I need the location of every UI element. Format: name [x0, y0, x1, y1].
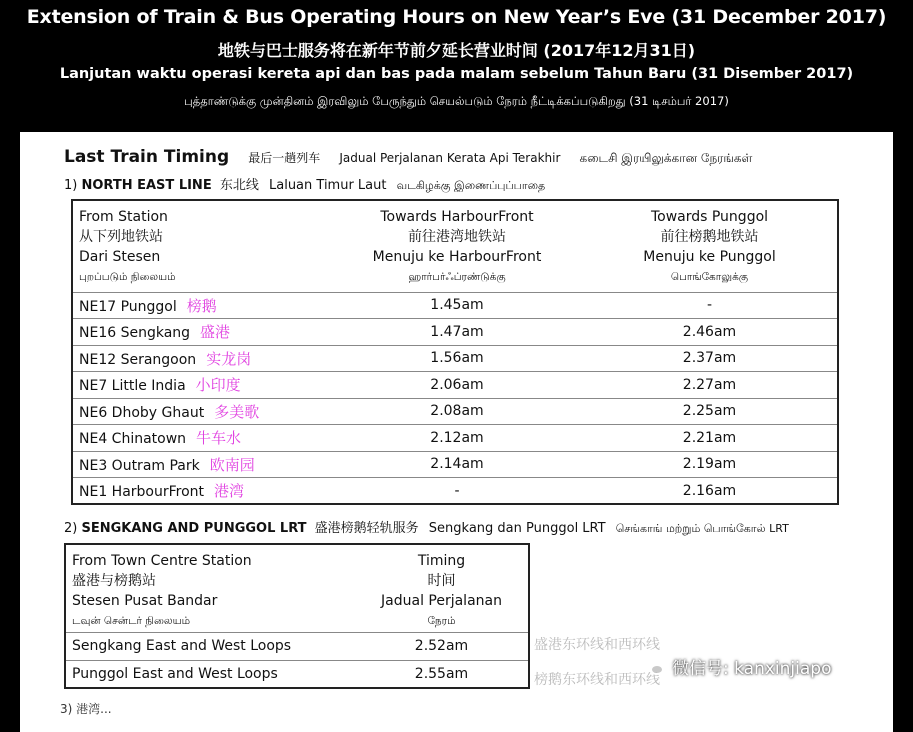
table-row — [65, 632, 529, 660]
watermark — [640, 654, 831, 679]
section-title-en: Last Train Timing — [64, 147, 230, 167]
next-section-partial: 3) 港湾... — [60, 702, 112, 716]
header-text: 盛港与榜鹅站 — [72, 573, 156, 589]
harbour-time: 2.12am — [332, 425, 582, 452]
station-name-zh: 港湾 — [214, 482, 245, 500]
punggol-time: 2.27am — [582, 372, 838, 399]
station-name-zh: 多美歌 — [214, 402, 260, 421]
header-text: டவுன் சென்டர் நிலையம் — [72, 615, 191, 627]
wechat-icon — [640, 656, 666, 678]
header-from-station — [72, 200, 332, 292]
nel-title-zh: 东北线 — [219, 178, 259, 193]
watermark-text: 微信号: kanxinjiapo — [672, 659, 832, 679]
punggol-time: 2.19am — [582, 451, 838, 478]
header-text: Menuju ke Punggol — [643, 249, 776, 265]
harbour-time: 1.47am — [332, 319, 582, 346]
header-text: Stesen Pusat Bandar — [72, 593, 218, 609]
table-row — [72, 425, 838, 452]
header-text: Towards HarbourFront — [380, 209, 534, 225]
nel-title-ms: Laluan Timur Laut — [269, 178, 387, 193]
header-text: 从下列地铁站 — [79, 229, 163, 245]
station-name: NE3 Outram Park — [79, 457, 200, 474]
station-name-zh: 欧南园 — [209, 455, 255, 474]
title-chinese: 地铁与巴士服务将在新年节前夕延长营业时间 (2017年12月31日) — [217, 41, 696, 60]
harbour-time: 2.08am — [332, 398, 582, 425]
header-banner — [0, 0, 913, 132]
station-cell — [72, 319, 332, 346]
station-cell — [72, 478, 332, 505]
header-text: நேரம் — [427, 615, 456, 627]
lrt-title-ms: Sengkang dan Punggol LRT — [428, 521, 606, 536]
station-name: NE7 Little India — [79, 378, 186, 395]
nel-timing-table — [71, 199, 839, 505]
table-row — [65, 660, 529, 688]
station-name: NE16 Sengkang — [79, 325, 191, 342]
loop-name: Punggol East and West Loops — [65, 660, 355, 688]
punggol-time: 2.21am — [582, 425, 838, 452]
header-text: Towards Punggol — [650, 209, 769, 225]
lrt-number: 2) — [64, 521, 78, 536]
table-row — [72, 372, 838, 399]
station-name-zh: 榜鹅 — [186, 296, 217, 315]
table-header-row — [72, 200, 838, 292]
station-name: NE1 HarbourFront — [79, 484, 205, 500]
header-text: Menuju ke HarbourFront — [372, 249, 542, 265]
title-tamil: புத்தாண்டுக்கு முன்தினம் இரவிலும் பேருந்தும் செயல்படும் நேரம் நீட்டிக்கப்படுகிறது (31 டிசம்பர் 2017) — [184, 94, 729, 108]
station-cell — [72, 345, 332, 372]
ghost-translation-1: 盛港东环线和西环线 — [534, 637, 660, 653]
loop-time: 2.55am — [355, 660, 529, 688]
table-row — [72, 319, 838, 346]
header-timing — [355, 544, 529, 632]
header-text: From Station — [79, 209, 168, 225]
header-text: பொங்கோலுக்கு — [670, 271, 749, 283]
table-row — [72, 398, 838, 425]
punggol-time: 2.25am — [582, 398, 838, 425]
loop-name: Sengkang East and West Loops — [65, 632, 355, 660]
harbour-time: 2.06am — [332, 372, 582, 399]
station-cell — [72, 425, 332, 452]
section-title-zh: 最后一趟列车 — [248, 151, 321, 165]
station-name: NE4 Chinatown — [79, 431, 187, 448]
punggol-time: 2.46am — [582, 319, 838, 346]
lrt-title: SENGKANG AND PUNGGOL LRT — [81, 521, 307, 536]
section-title-ta: கடைசி இரயிலுக்கான நேரங்கள் — [579, 151, 753, 165]
station-cell — [72, 292, 332, 319]
harbour-time: - — [332, 478, 582, 505]
table-row — [72, 292, 838, 319]
station-name-zh: 实龙岗 — [206, 349, 252, 368]
lrt-subtitle — [64, 517, 789, 537]
table-header-row — [65, 544, 529, 632]
nel-number: 1) — [64, 178, 78, 193]
header-towards-punggol — [582, 200, 838, 292]
title-english: Extension of Train & Bus Operating Hours on New Year’s Eve (31 December 2017) — [26, 6, 887, 28]
header-text: 时间 — [427, 573, 456, 589]
lrt-timing-table — [64, 543, 530, 689]
lrt-title-zh: 盛港榜鹅轻轨服务 — [314, 521, 419, 536]
punggol-time: 2.37am — [582, 345, 838, 372]
harbour-time: 1.56am — [332, 345, 582, 372]
title-malay: Lanjutan waktu operasi kereta api dan bas pada malam sebelum Tahun Baru (31 Disember 2017) — [59, 66, 854, 82]
station-name-zh: 盛港 — [200, 323, 231, 342]
loop-time: 2.52am — [355, 632, 529, 660]
station-name-zh: 牛车水 — [196, 429, 242, 448]
harbour-time: 2.14am — [332, 451, 582, 478]
document-sheet — [20, 132, 893, 732]
station-name: NE12 Serangoon — [79, 351, 197, 368]
table-row — [72, 478, 838, 505]
station-cell — [72, 372, 332, 399]
lrt-title-ta: செங்காங் மற்றும் பொங்கோல் LRT — [615, 522, 789, 535]
header-text: ஹார்பர்ஃப்ரண்டுக்கு — [408, 271, 506, 283]
nel-subtitle — [64, 174, 545, 194]
station-name: NE17 Punggol — [79, 298, 177, 315]
station-cell — [72, 398, 332, 425]
station-cell — [72, 451, 332, 478]
nel-title-ta: வடகிழக்கு இணைப்புப்பாதை — [396, 179, 546, 192]
header-text: Dari Stesen — [79, 249, 161, 265]
ghost-translation-2: 榜鹅东环线和西环线 — [534, 672, 660, 688]
header-text: 前往榜鹅地铁站 — [660, 229, 759, 245]
section-title — [64, 147, 752, 167]
header-from-town-centre — [65, 544, 355, 632]
header-text: Timing — [417, 553, 466, 569]
header-text: 前往港湾地铁站 — [408, 229, 506, 245]
nel-title: NORTH EAST LINE — [81, 178, 212, 193]
table-row — [72, 451, 838, 478]
header-towards-harbourfront — [332, 200, 582, 292]
header-text: புறப்படும் நிலையம் — [79, 271, 176, 283]
section-title-ms: Jadual Perjalanan Kerata Api Terakhir — [339, 151, 561, 165]
station-name: NE6 Dhoby Ghaut — [79, 404, 205, 421]
header-text: Jadual Perjalanan — [381, 593, 502, 609]
punggol-time: 2.16am — [582, 478, 838, 505]
station-name-zh: 小印度 — [195, 376, 241, 395]
table-row — [72, 345, 838, 372]
header-text: From Town Centre Station — [72, 553, 252, 569]
harbour-time: 1.45am — [332, 292, 582, 319]
punggol-time: - — [582, 292, 838, 319]
